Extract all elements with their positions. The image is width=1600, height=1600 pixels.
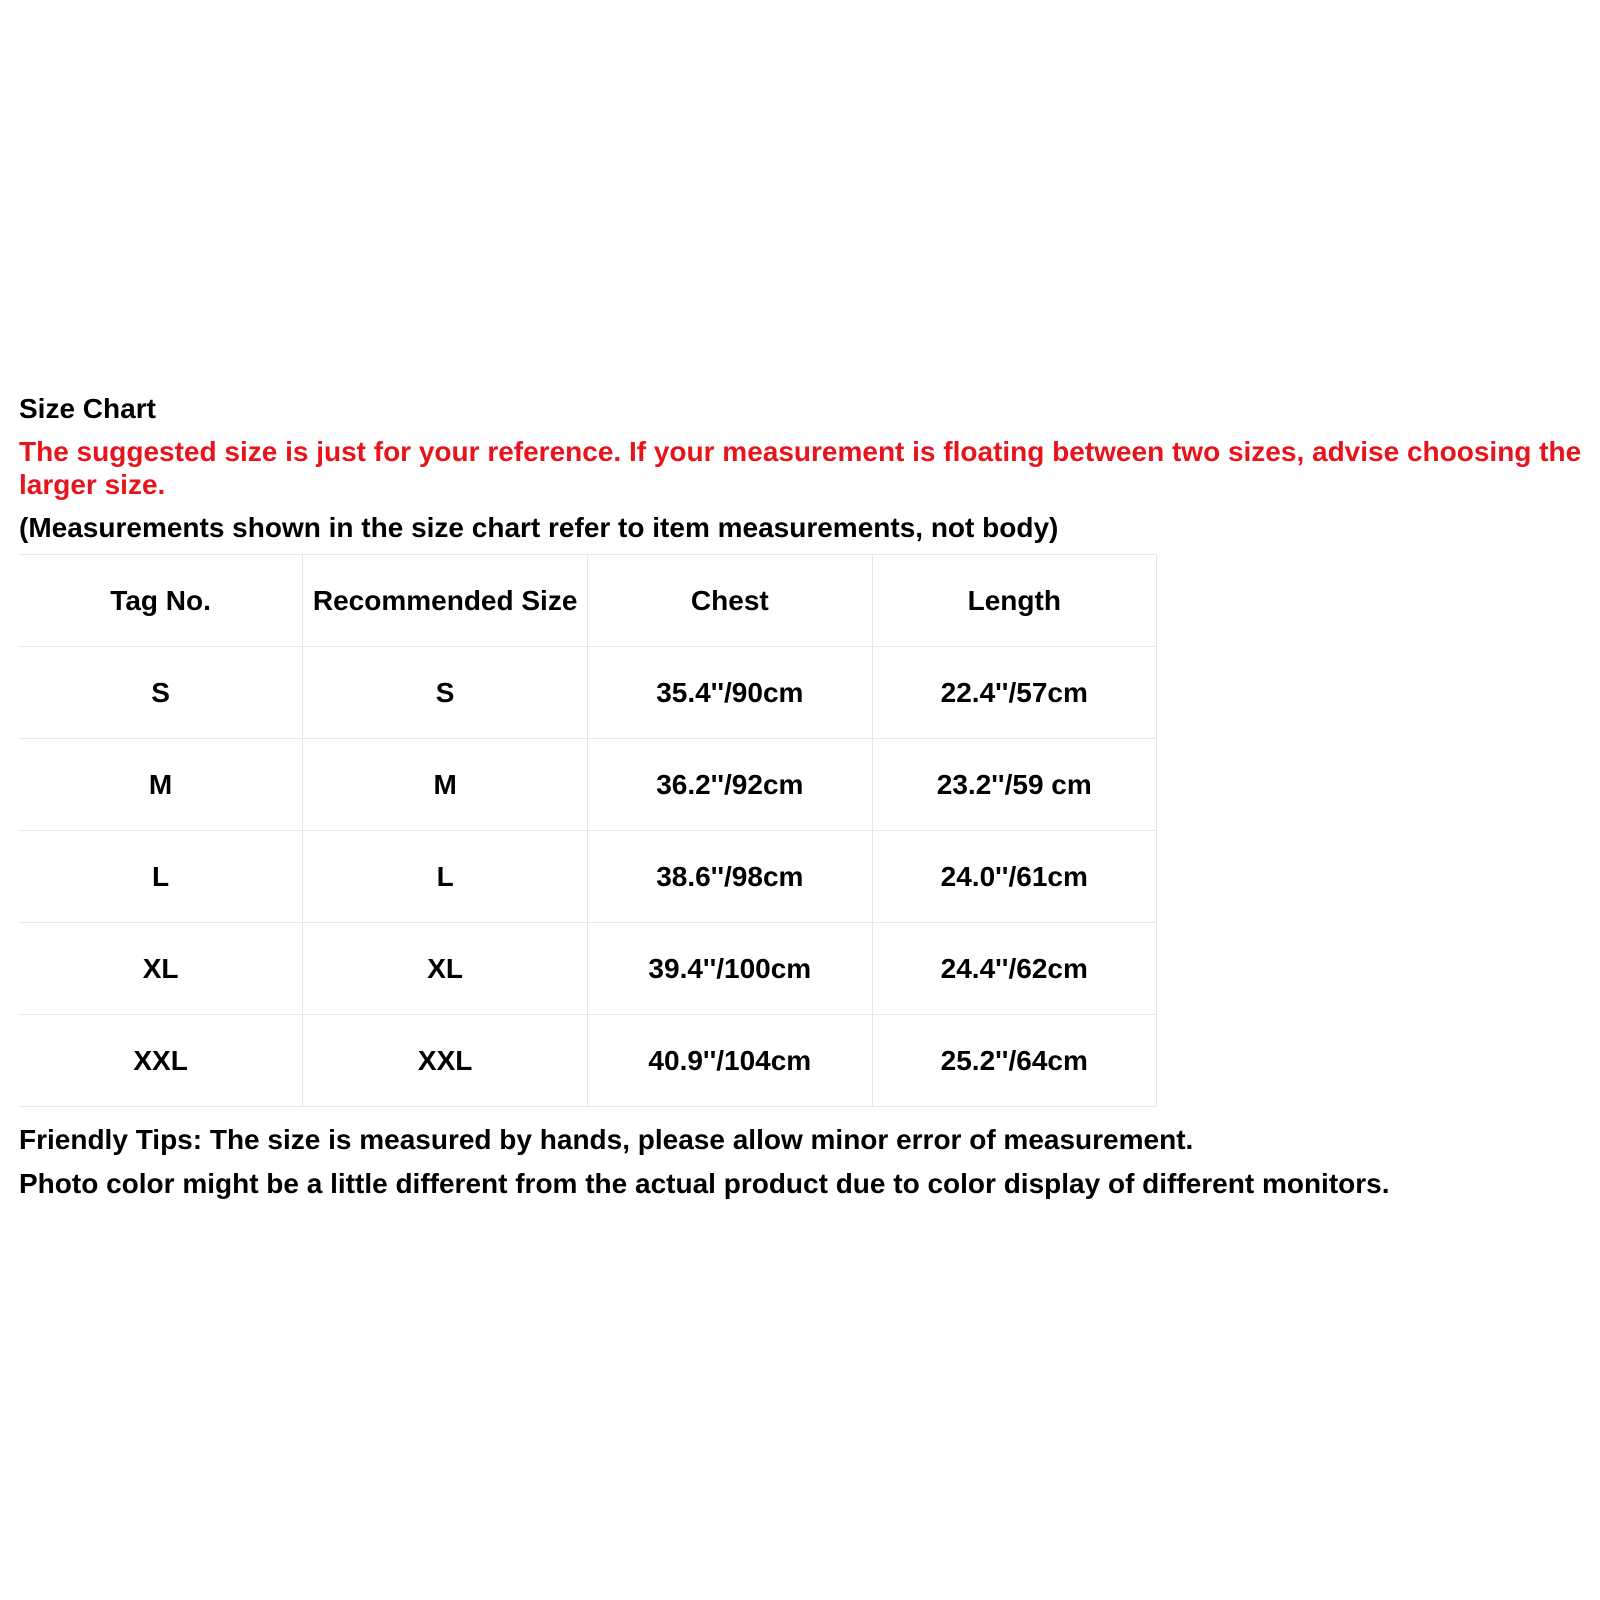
cell-length: 23.2''/59 cm: [872, 739, 1156, 831]
cell-length: 22.4''/57cm: [872, 647, 1156, 739]
friendly-tips: Friendly Tips: The size is measured by hands, please allow minor error of measurement.: [19, 1124, 1194, 1155]
cell-recommended-size: XXL: [303, 1015, 588, 1107]
cell-chest: 38.6''/98cm: [588, 831, 872, 923]
cell-length: 24.4''/62cm: [872, 923, 1156, 1015]
cell-tag-no: XL: [19, 923, 303, 1015]
header-length: Length: [872, 555, 1156, 647]
size-advice-notice: The suggested size is just for your reference. If your measurement is floating between two sizes, advise choosing the larger size.: [19, 436, 1582, 500]
size-table: [19, 554, 1157, 1107]
page-title: Size Chart: [19, 393, 156, 424]
cell-recommended-size: S: [303, 647, 588, 739]
cell-chest: 35.4''/90cm: [588, 647, 872, 739]
header-tag-no: Tag No.: [19, 555, 303, 647]
table-row: [19, 647, 1157, 739]
cell-recommended-size: L: [303, 831, 588, 923]
cell-tag-no: S: [19, 647, 303, 739]
cell-length: 25.2''/64cm: [872, 1015, 1156, 1107]
size-chart-document: [19, 392, 1589, 1201]
table-row: [19, 831, 1157, 923]
header-recommended-size: Recommended Size: [303, 555, 588, 647]
cell-tag-no: XXL: [19, 1015, 303, 1107]
header-chest: Chest: [588, 555, 872, 647]
measurement-note: (Measurements shown in the size chart refer to item measurements, not body): [19, 512, 1059, 543]
color-disclaimer: Photo color might be a little different from the actual product due to color display of different monitors.: [19, 1168, 1390, 1199]
cell-tag-no: L: [19, 831, 303, 923]
cell-chest: 39.4''/100cm: [588, 923, 872, 1015]
table-row: [19, 1015, 1157, 1107]
cell-chest: 40.9''/104cm: [588, 1015, 872, 1107]
cell-length: 24.0''/61cm: [872, 831, 1156, 923]
cell-recommended-size: XL: [303, 923, 588, 1015]
cell-chest: 36.2''/92cm: [588, 739, 872, 831]
cell-recommended-size: M: [303, 739, 588, 831]
table-row: [19, 739, 1157, 831]
table-row: [19, 923, 1157, 1015]
table-header-row: [19, 555, 1157, 647]
cell-tag-no: M: [19, 739, 303, 831]
